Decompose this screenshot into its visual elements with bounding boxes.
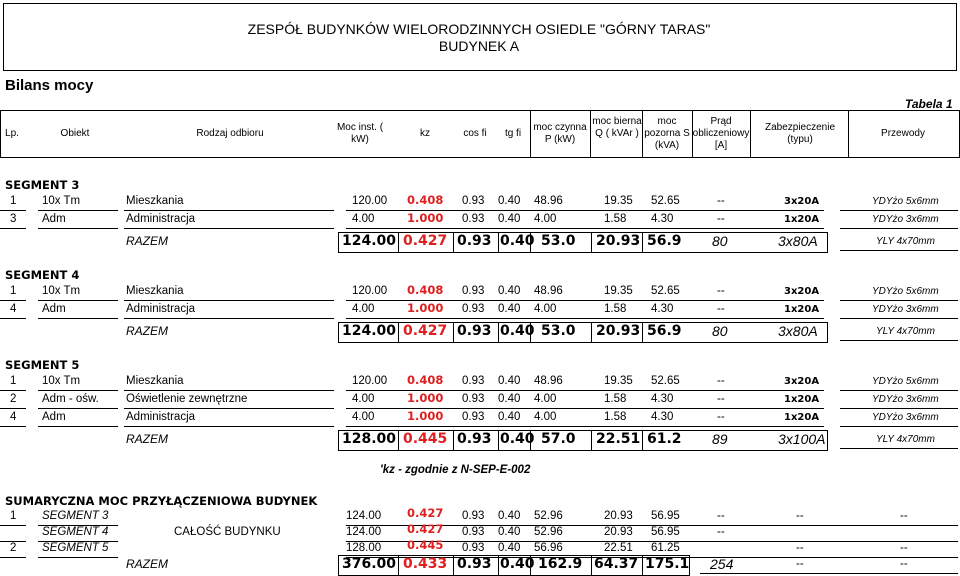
row-kz: 1.000 [407, 211, 444, 225]
row-moc-pozorna: 4.30 [651, 303, 674, 315]
summary-total-prad: 254 [710, 556, 734, 572]
header-lp: Lp. [5, 128, 19, 139]
document-title: ZESPÓŁ BUDYNKÓW WIELORODZINNYCH OSIEDLE "GÓRNY TARAS" [247, 21, 711, 37]
row-underline [124, 408, 334, 409]
header-kz: kz [420, 128, 430, 139]
row-underline [124, 426, 334, 427]
row-underline [0, 557, 26, 558]
row-zabezpieczenie: 3x20A [784, 196, 820, 207]
summary-row-moc-inst: 128.00 [346, 542, 382, 554]
row-underline [38, 390, 118, 391]
row-tg: 0.40 [498, 195, 521, 207]
row-cos: 0.93 [462, 375, 485, 387]
row-przewody: YDYżo 5x6mm [872, 376, 939, 387]
summary-row-cos: 0.93 [462, 510, 485, 522]
row-cos: 0.93 [462, 411, 485, 423]
row-kz: 1.000 [407, 391, 444, 405]
row-moc-bierna: 1.58 [604, 393, 627, 405]
table-label: Tabela 1 [905, 97, 953, 111]
row-underline [124, 390, 334, 391]
header-przewody: Przewody [881, 128, 925, 139]
row-lp: 1 [10, 375, 17, 387]
total-divider [591, 232, 592, 252]
total-divider [591, 555, 592, 575]
total-moc-bierna: 20.93 [596, 233, 641, 249]
row-moc-inst: 4.00 [352, 393, 375, 405]
row-moc-bierna: 19.35 [604, 285, 633, 297]
summary-total-moc-inst: 376.00 [342, 556, 397, 572]
row-underline [0, 228, 26, 229]
total-moc-bierna: 20.93 [596, 323, 641, 339]
row-moc-czynna: 4.00 [534, 213, 557, 225]
summary-row-przewody: -- [900, 510, 908, 522]
total-tg: 0.40 [500, 233, 535, 249]
total-divider [591, 430, 592, 450]
row-moc-czynna: 4.00 [534, 303, 557, 315]
header-moc-czynna: moc czynna P (kW) [533, 122, 587, 145]
row-underline [124, 318, 334, 319]
row-moc-pozorna: 52.65 [651, 285, 680, 297]
row-kz: 0.408 [407, 283, 444, 297]
row-moc-bierna: 1.58 [604, 213, 627, 225]
row-prad: -- [717, 375, 725, 387]
total-przewody: YLY 4x70mm [876, 236, 935, 247]
row-moc-czynna: 48.96 [534, 285, 563, 297]
total-divider [398, 555, 399, 575]
total-prad: 89 [712, 431, 728, 447]
row-underline [0, 525, 26, 526]
row-obiekt: 10x Tm [42, 285, 81, 297]
total-tg: 0.40 [500, 431, 535, 447]
row-underline [38, 228, 118, 229]
total-cos: 0.93 [457, 233, 492, 249]
total-divider [498, 430, 499, 450]
total-divider [453, 430, 454, 450]
total-kz: 0.427 [403, 233, 448, 249]
header-moc-pozorna: moc pozorna S (kVA) [644, 116, 690, 151]
row-moc-inst: 120.00 [352, 195, 388, 207]
document-subtitle: BUDYNEK A [438, 38, 520, 54]
summary-row-obiekt: SEGMENT 4 [42, 526, 109, 538]
summary-row-moc-bierna: 22.51 [604, 542, 633, 554]
row-cos: 0.93 [462, 195, 485, 207]
row-moc-pozorna: 52.65 [651, 195, 680, 207]
total-divider [398, 430, 399, 450]
row-lp: 3 [10, 213, 17, 225]
total-divider [591, 322, 592, 342]
row-moc-czynna: 48.96 [534, 375, 563, 387]
total-divider [453, 232, 454, 252]
row-obiekt: Adm [42, 411, 66, 423]
row-moc-czynna: 4.00 [534, 411, 557, 423]
total-underline [840, 448, 958, 449]
header-obiekt: Obiekt [60, 128, 90, 139]
row-underline [840, 300, 958, 301]
header-tg: tg fi [504, 128, 522, 139]
summary-total-cos: 0.93 [457, 556, 492, 572]
summary-total-moc-czynna: 162.9 [538, 556, 583, 572]
row-moc-bierna: 19.35 [604, 195, 633, 207]
row-cos: 0.93 [462, 285, 485, 297]
row-underline [38, 210, 118, 211]
summary-row-moc-inst: 124.00 [346, 526, 382, 538]
row-underline [38, 318, 118, 319]
row-underline [0, 390, 26, 391]
row-lp: 4 [10, 303, 17, 315]
row-underline [840, 408, 958, 409]
summary-row-moc-czynna: 56.96 [534, 542, 563, 554]
total-divider [498, 232, 499, 252]
summary-total-moc-bierna: 64.37 [594, 556, 639, 572]
total-moc-inst: 124.00 [342, 233, 397, 249]
summary-row-moc-pozorna: 61.25 [651, 542, 680, 554]
header-prad: Prąd obliczeniowy [A] [692, 116, 750, 151]
row-cos: 0.93 [462, 213, 485, 225]
row-zabezpieczenie: 1x20A [784, 214, 820, 225]
total-moc-pozorna: 61.2 [647, 431, 682, 447]
row-underline [346, 318, 824, 319]
row-moc-inst: 120.00 [352, 285, 388, 297]
summary-row-tg: 0.40 [498, 526, 521, 538]
row-przewody: YDYżo 5x6mm [872, 286, 939, 297]
row-tg: 0.40 [498, 285, 521, 297]
summary-row-kz: 0.427 [407, 506, 444, 520]
row-moc-inst: 4.00 [352, 411, 375, 423]
summary-row-kz: 0.427 [407, 522, 444, 536]
section-title: Bilans mocy [5, 77, 94, 94]
summary-total-moc-pozorna: 175.1 [645, 556, 690, 572]
row-moc-inst: 4.00 [352, 213, 375, 225]
total-tg: 0.40 [500, 323, 535, 339]
row-underline [38, 557, 118, 558]
summary-row-prad: -- [717, 526, 725, 538]
row-prad: -- [717, 285, 725, 297]
summary-total-zabezpieczenie: -- [796, 558, 804, 570]
row-underline [38, 300, 118, 301]
summary-row-kz: 0.445 [407, 538, 444, 552]
row-zabezpieczenie: 3x20A [784, 376, 820, 387]
summary-row-moc-inst: 124.00 [346, 510, 382, 522]
total-divider [453, 555, 454, 575]
total-underline [840, 340, 958, 341]
summary-row-tg: 0.40 [498, 542, 521, 554]
row-moc-pozorna: 52.65 [651, 375, 680, 387]
row-prad: -- [717, 195, 725, 207]
row-kz: 0.408 [407, 373, 444, 387]
row-prad: -- [717, 213, 725, 225]
row-zabezpieczenie: 1x20A [784, 412, 820, 423]
total-divider [498, 322, 499, 342]
row-underline [0, 408, 26, 409]
segment-title: SEGMENT 5 [5, 358, 80, 372]
summary-row-obiekt: SEGMENT 3 [42, 510, 109, 522]
total-przewody: YLY 4x70mm [876, 326, 935, 337]
total-zabezpieczenie: 3x80A [778, 323, 818, 339]
summary-row-lp: 2 [10, 542, 17, 554]
summary-row-prad: -- [717, 510, 725, 522]
total-moc-bierna: 22.51 [596, 431, 641, 447]
header-zabezpieczenie: Zabezpieczenie (typu) [764, 122, 836, 145]
total-moc-czynna: 57.0 [541, 431, 576, 447]
summary-row-cos: 0.93 [462, 542, 485, 554]
row-underline [346, 228, 824, 229]
row-moc-czynna: 4.00 [534, 393, 557, 405]
row-underline [38, 426, 118, 427]
total-moc-pozorna: 56.9 [647, 233, 682, 249]
row-cos: 0.93 [462, 303, 485, 315]
header-rodzaj: Rodzaj odbioru [196, 128, 264, 139]
segment-title: SEGMENT 3 [5, 178, 80, 192]
row-cos: 0.93 [462, 393, 485, 405]
row-kz: 1.000 [407, 301, 444, 315]
row-underline [0, 210, 26, 211]
row-moc-inst: 120.00 [352, 375, 388, 387]
row-moc-bierna: 1.58 [604, 303, 627, 315]
row-rodzaj: Mieszkania [126, 195, 184, 207]
summary-row-moc-pozorna: 56.95 [651, 526, 680, 538]
row-zabezpieczenie: 1x20A [784, 394, 820, 405]
total-cos: 0.93 [457, 431, 492, 447]
total-prad: 80 [712, 323, 728, 339]
row-underline [124, 300, 334, 301]
title-box [3, 3, 957, 71]
summary-row-moc-pozorna: 56.95 [651, 510, 680, 522]
row-prad: -- [717, 303, 725, 315]
total-divider [642, 430, 643, 450]
row-moc-pozorna: 4.30 [651, 393, 674, 405]
total-underline [700, 573, 958, 574]
row-rodzaj: Administracja [126, 411, 196, 423]
total-moc-czynna: 53.0 [541, 323, 576, 339]
row-rodzaj: Administracja [126, 213, 196, 225]
row-rodzaj: Oświetlenie zewnętrzne [126, 393, 248, 405]
header-moc-inst: Moc inst. ( kW) [336, 122, 384, 145]
row-obiekt: Adm [42, 303, 66, 315]
total-moc-inst: 128.00 [342, 431, 397, 447]
total-zabezpieczenie: 3x100A [778, 431, 826, 447]
total-kz: 0.427 [403, 323, 448, 339]
total-label: RAZEM [126, 432, 168, 446]
row-tg: 0.40 [498, 375, 521, 387]
total-prad: 80 [712, 233, 728, 249]
total-moc-pozorna: 56.9 [647, 323, 682, 339]
row-underline [0, 426, 26, 427]
row-zabezpieczenie: 3x20A [784, 286, 820, 297]
summary-title: SUMARYCZNA MOC PRZYŁĄCZENIOWA BUDYNEK [5, 494, 318, 508]
summary-row-moc-bierna: 20.93 [604, 526, 633, 538]
total-divider [498, 555, 499, 575]
row-moc-inst: 4.00 [352, 303, 375, 315]
total-label: RAZEM [126, 234, 168, 248]
row-tg: 0.40 [498, 411, 521, 423]
row-underline [840, 210, 958, 211]
row-przewody: YDYżo 3x6mm [872, 412, 939, 423]
row-tg: 0.40 [498, 303, 521, 315]
summary-total-przewody: -- [900, 558, 908, 570]
summary-object: CAŁOŚĆ BUDYNKU [174, 526, 281, 538]
row-kz: 1.000 [407, 409, 444, 423]
total-przewody: YLY 4x70mm [876, 434, 935, 445]
row-obiekt: 10x Tm [42, 375, 81, 387]
row-underline [346, 426, 824, 427]
total-divider [642, 555, 643, 575]
row-tg: 0.40 [498, 393, 521, 405]
row-underline [840, 426, 958, 427]
total-moc-inst: 124.00 [342, 323, 397, 339]
row-moc-czynna: 48.96 [534, 195, 563, 207]
row-prad: -- [717, 393, 725, 405]
total-divider [398, 322, 399, 342]
summary-total-kz: 0.433 [403, 556, 448, 572]
row-moc-pozorna: 4.30 [651, 411, 674, 423]
summary-total-tg: 0.40 [500, 556, 535, 572]
row-przewody: YDYżo 3x6mm [872, 214, 939, 225]
row-rodzaj: Mieszkania [126, 375, 184, 387]
segment-title: SEGMENT 4 [5, 268, 80, 282]
row-underline [840, 318, 958, 319]
row-zabezpieczenie: 1x20A [784, 304, 820, 315]
row-lp: 1 [10, 195, 17, 207]
summary-row-obiekt: SEGMENT 5 [42, 542, 109, 554]
summary-row-zabezpieczenie: -- [796, 542, 804, 554]
total-divider [642, 232, 643, 252]
row-lp: 2 [10, 393, 17, 405]
kz-note: 'kz - zgodnie z N-SEP-E-002 [380, 464, 531, 476]
row-underline [124, 228, 334, 229]
row-lp: 4 [10, 411, 17, 423]
row-obiekt: Adm - ośw. [42, 393, 99, 405]
row-przewody: YDYżo 3x6mm [872, 304, 939, 315]
summary-row-moc-bierna: 20.93 [604, 510, 633, 522]
row-underline [38, 408, 118, 409]
row-underline [0, 318, 26, 319]
row-rodzaj: Mieszkania [126, 285, 184, 297]
summary-row-zabezpieczenie: -- [796, 510, 804, 522]
summary-row-moc-czynna: 52.96 [534, 510, 563, 522]
total-underline [840, 250, 958, 251]
header-cos: cos fi [463, 128, 487, 139]
row-obiekt: 10x Tm [42, 195, 81, 207]
total-label: RAZEM [126, 324, 168, 338]
summary-row-lp: 1 [10, 510, 17, 522]
row-przewody: YDYżo 3x6mm [872, 394, 939, 405]
total-kz: 0.445 [403, 431, 448, 447]
row-prad: -- [717, 411, 725, 423]
row-przewody: YDYżo 5x6mm [872, 196, 939, 207]
summary-row-moc-czynna: 52.96 [534, 526, 563, 538]
total-cos: 0.93 [457, 323, 492, 339]
row-lp: 1 [10, 285, 17, 297]
total-zabezpieczenie: 3x80A [778, 233, 818, 249]
row-underline [0, 300, 26, 301]
row-underline [840, 228, 958, 229]
row-moc-bierna: 1.58 [604, 411, 627, 423]
summary-row-tg: 0.40 [498, 510, 521, 522]
total-divider [398, 232, 399, 252]
row-moc-pozorna: 4.30 [651, 213, 674, 225]
row-underline [840, 390, 958, 391]
row-kz: 0.408 [407, 193, 444, 207]
total-divider [642, 322, 643, 342]
row-tg: 0.40 [498, 213, 521, 225]
row-moc-bierna: 19.35 [604, 375, 633, 387]
summary-total-label: RAZEM [126, 557, 168, 571]
row-underline [124, 210, 334, 211]
summary-row-cos: 0.93 [462, 526, 485, 538]
total-moc-czynna: 53.0 [541, 233, 576, 249]
row-rodzaj: Administracja [126, 303, 196, 315]
header-moc-bierna: moc bierna Q ( kVAr ) [592, 116, 642, 139]
row-obiekt: Adm [42, 213, 66, 225]
total-divider [453, 322, 454, 342]
summary-row-przewody: -- [900, 542, 908, 554]
